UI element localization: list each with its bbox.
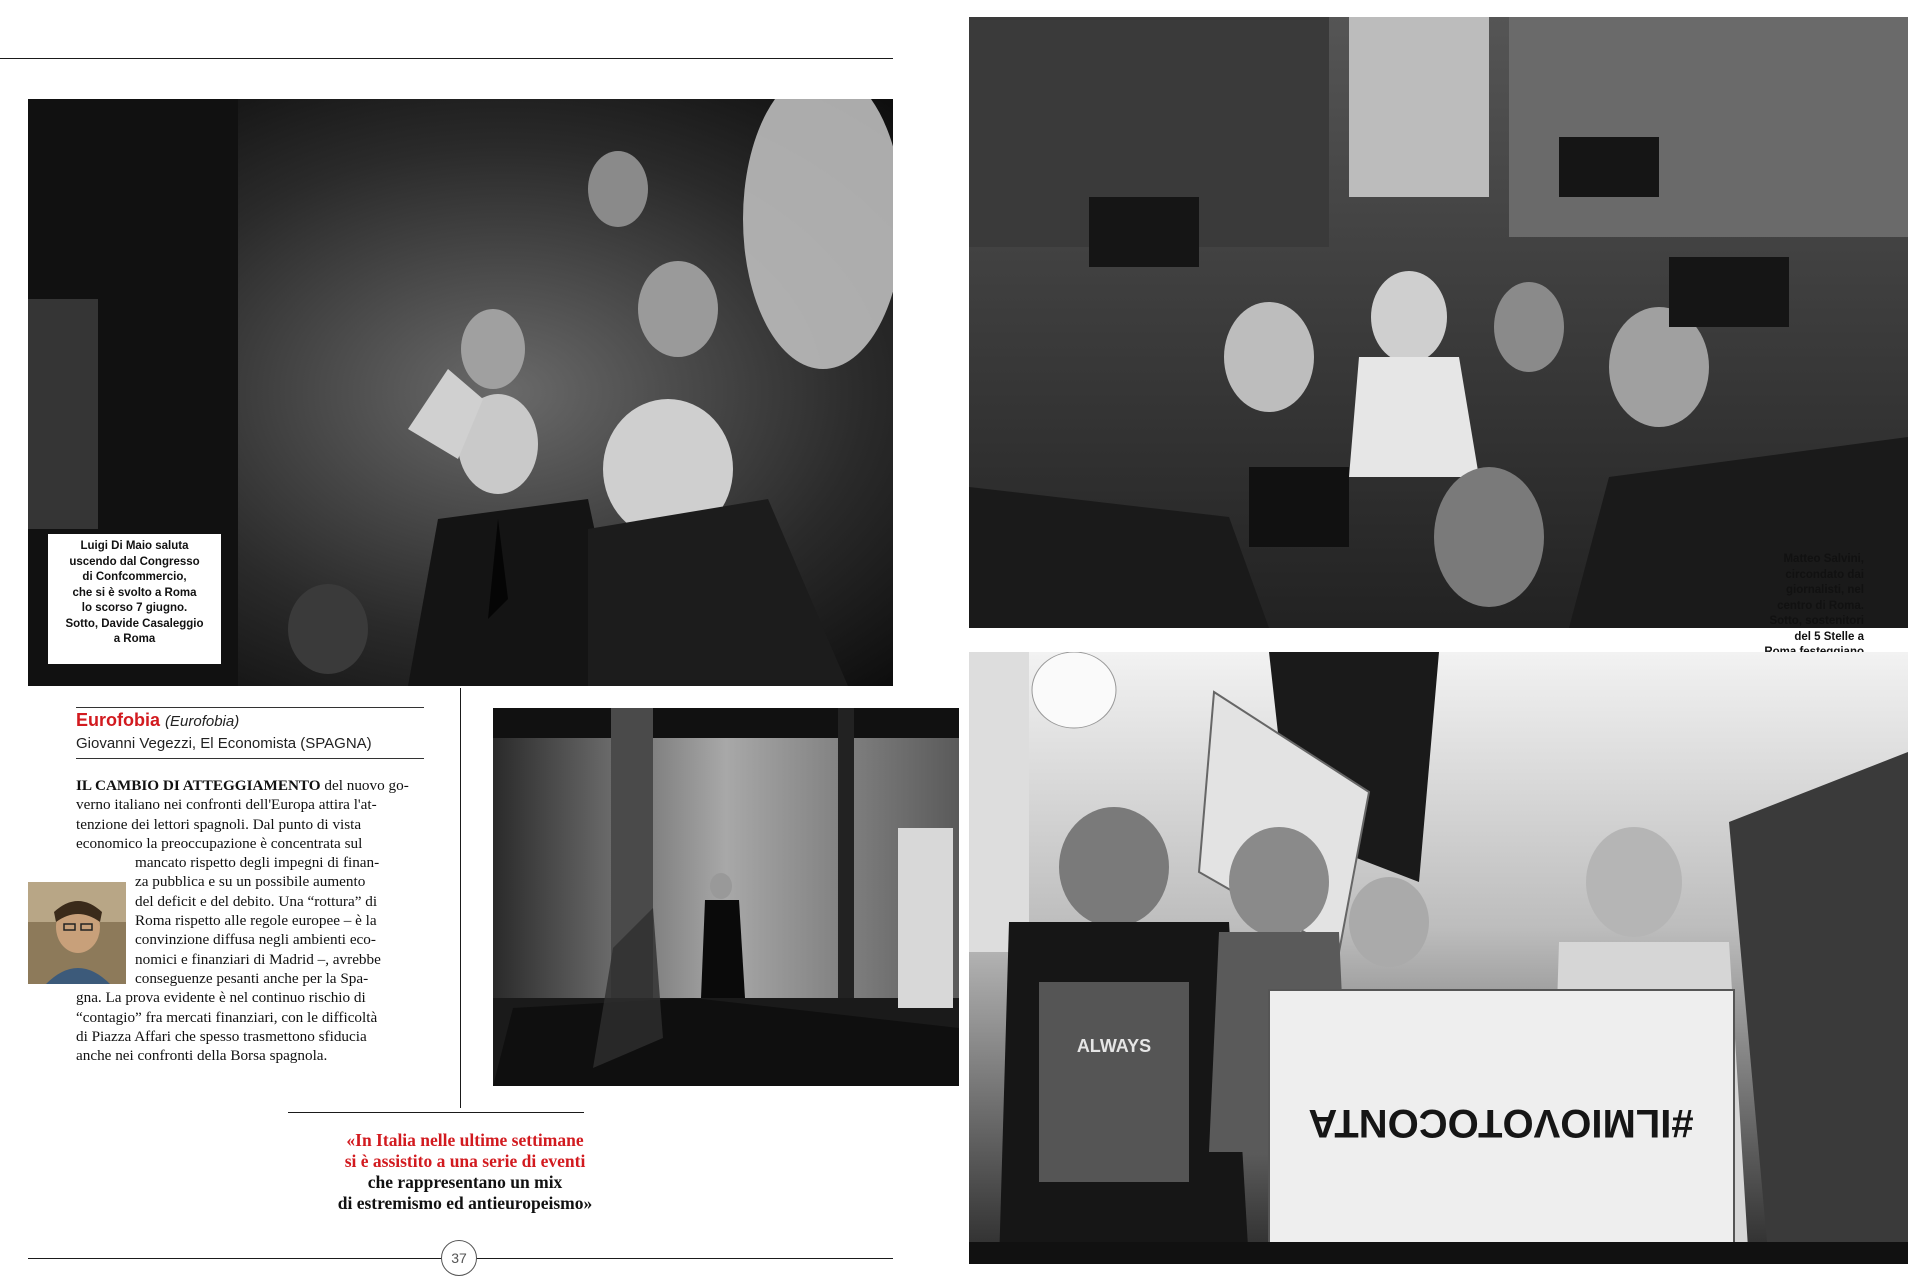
pull-quote-line: che rappresentano un mix [367, 1172, 563, 1192]
body-line: mancato rispetto degli impegni di finan- [135, 854, 380, 872]
photo-di-maio-caption [48, 534, 221, 664]
body-line: Roma rispetto alle regole europee – è la [135, 912, 377, 930]
column-divider [460, 688, 461, 1108]
caption-line: del 5 Stelle a [1794, 630, 1864, 643]
pull-quote-line: «In Italia nelle ultime settimane [346, 1130, 584, 1150]
rubric-rule-bottom [76, 758, 424, 759]
body-line: verno italiano nei confronti dell'Europa attira l'at- [76, 796, 377, 814]
caption-line: Sotto, Davide Casaleggio [65, 617, 204, 630]
shirt-text: ALWAYS [1076, 1036, 1152, 1056]
body-line: anche nei confronti della Borsa spagnola. [76, 1047, 328, 1065]
pull-quote-line: si è assistito a una serie di eventi [344, 1151, 586, 1171]
body-line: nomici e finanziari di Madrid –, avrebbe [135, 950, 381, 968]
caption-line: Sotto, sostenitori [1769, 615, 1864, 627]
protest-sign-text: #ILMIOVOTOCONTA [1308, 1101, 1694, 1145]
top-rule [0, 58, 893, 59]
caption-line: di Confcommercio, [82, 571, 187, 583]
caption-line: centro di Roma. [1777, 599, 1864, 612]
photo-casaleggio [493, 708, 959, 1086]
page-number: 37 [441, 1240, 477, 1276]
photo-supporters [969, 652, 1908, 1264]
body-line: economico la preoccupazione è concentrata sul [76, 834, 363, 852]
body-line: tenzione dei lettori spagnoli. Dal punto di vista [76, 815, 362, 833]
body-line [76, 776, 450, 795]
caption-line: Matteo Salvini, [1783, 553, 1864, 565]
article-byline: Giovanni Vegezzi, El Economista (SPAGNA) [76, 735, 372, 752]
body-line: del deficit e del debito. Una “rottura” di [135, 892, 378, 910]
caption-line: circondato dai [1785, 568, 1864, 581]
body-line: convinzione diffusa negli ambienti eco- [135, 931, 376, 949]
body-line: di Piazza Affari che spesso trasmettono sfiducia [76, 1027, 367, 1045]
quote-rule [288, 1112, 584, 1113]
body-line: “contagio” fra mercati finanziari, con le difficoltà [76, 1008, 378, 1026]
article-body [76, 776, 450, 1065]
caption-line: a Roma [113, 633, 156, 645]
article-title-text: Eurofobia [76, 710, 160, 730]
pull-quote-line: di estremismo ed antieuropeismo» [337, 1193, 593, 1213]
article-title [76, 710, 239, 731]
body-line: za pubblica e su un possibile aumento [135, 873, 366, 891]
body-line-text: del nuovo go- [324, 777, 409, 794]
caption-line: uscendo dal Congresso [69, 555, 200, 568]
caption-line: Luigi Di Maio saluta [80, 540, 189, 552]
caption-line: giornalisti, nel [1786, 584, 1864, 596]
article-lead: IL CAMBIO DI ATTEGGIAMENTO [76, 777, 321, 794]
rubric-rule-top [76, 707, 424, 708]
photo-salvini [969, 17, 1908, 628]
body-line: gna. La prova evidente è nel continuo rischio di [76, 989, 366, 1007]
pull-quote [300, 1130, 630, 1214]
article-original-title: (Eurofobia) [165, 713, 240, 730]
caption-line: che si è svolto a Roma [72, 586, 197, 599]
caption-line: lo scorso 7 giugno. [81, 602, 188, 614]
body-line: conseguenze pesanti anche per la Spa- [135, 969, 369, 987]
